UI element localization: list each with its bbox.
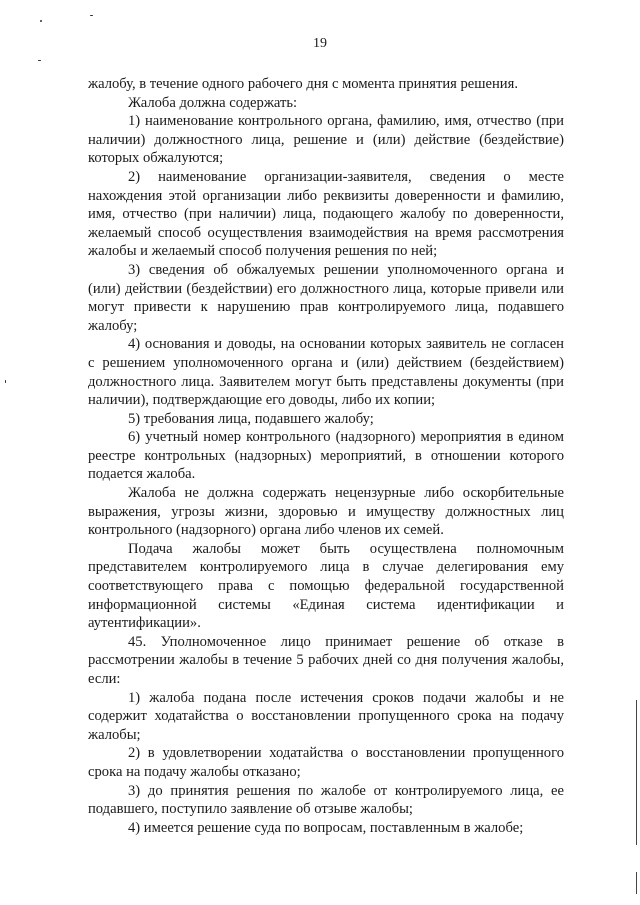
paragraph: 3) до принятия решения по жалобе от контролируемого лица, ее подавшего, поступило заявление об отзыве жалобы; xyxy=(88,782,564,818)
paragraph: 4) имеется решение суда по вопросам, поставленным в жалобе; xyxy=(128,819,524,836)
paragraph: 1) жалоба подана после истечения сроков подачи жалобы и не содержит ходатайства о восстановлении пропущенного срока на подачу жалобы; xyxy=(88,689,564,743)
paragraph: Жалоба должна содержать: xyxy=(128,94,298,111)
paragraph: 45. Уполномоченное лицо принимает решение об отказе в рассмотрении жалобы в течение 5 рабочих дней со дня получения жалобы, если: xyxy=(88,633,564,687)
scan-artifact-dot xyxy=(40,20,42,22)
paragraph: 6) учетный номер контрольного (надзорного) мероприятия в едином реестре контрольных (надзорных) мероприятий, в отношении которого подается жалоба. xyxy=(88,429,564,483)
paragraph: жалобу, в течение одного рабочего дня с момента принятия решения. xyxy=(88,76,518,92)
scan-edge-line xyxy=(636,700,637,845)
scan-edge-line xyxy=(636,872,637,894)
scan-artifact-dot xyxy=(5,380,6,383)
page-number: 19 xyxy=(313,36,327,51)
document-body xyxy=(88,75,564,837)
paragraph: 4) основания и доводы, на основании которых заявитель не согласен с решением уполномоченного органа и (или) действием (бездействием) должностного лица. Заявителем могут быть представлены документы (при наличии), подтверждающие его доводы, либо их копии; xyxy=(88,336,564,409)
paragraph: 2) в удовлетворении ходатайства о восстановлении пропущенного срока на подачу жалобы отказано; xyxy=(88,745,564,780)
paragraph: 2) наименование организации-заявителя, сведения о месте нахождения этой организации либо реквизиты доверенности и фамилию, имя, отчество (при наличии) лица, подающего жалобу по доверенности, желаемый способ осуществления взаимодействия на время рассмотрения жалобы и желаемый способ получения решения по ней; xyxy=(88,168,564,260)
paragraph: Подача жалобы может быть осуществлена полномочным представителем контролируемого лица в случае делегирования ему соответствующего права с помощью федеральной государственной информационной системы «Единая система идентификации и аутентификации». xyxy=(88,540,564,632)
scan-artifact-dot xyxy=(90,15,93,16)
scan-artifact-dot xyxy=(38,60,41,61)
paragraph: Жалоба не должна содержать нецензурные либо оскорбительные выражения, угрозы жизни, здоровью и имуществу должностных лиц контрольного (надзорного) органа либо членов их семей. xyxy=(88,485,564,539)
paragraph: 1) наименование контрольного органа, фамилию, имя, отчество (при наличии) должностного лица, решение и (или) действие (бездействие) которых обжалуются; xyxy=(88,113,564,167)
paragraph: 5) требования лица, подавшего жалобу; xyxy=(128,410,374,427)
paragraph: 3) сведения об обжалуемых решении уполномоченного органа и (или) действии (бездействии) его должностного лица, которые привели или могут привести к нарушению прав контролируемого лица, подавшего жалобу; xyxy=(88,261,564,334)
